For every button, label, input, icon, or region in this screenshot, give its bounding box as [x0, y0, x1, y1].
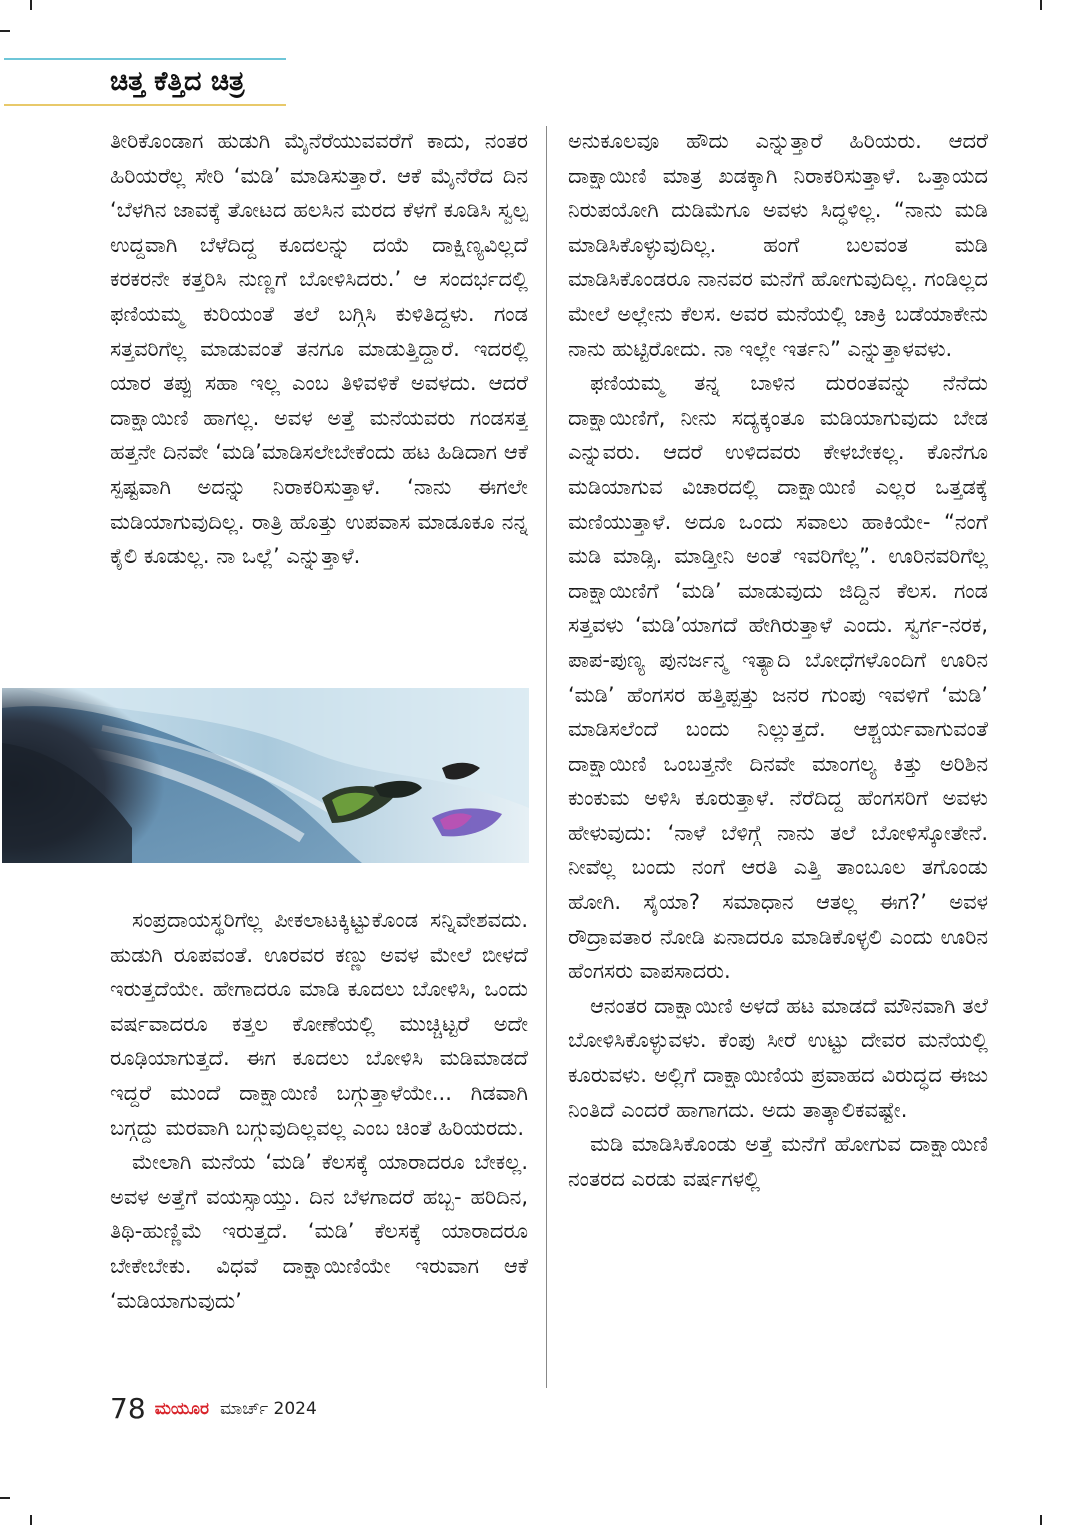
- left-column-bottom: [110, 903, 528, 1391]
- paragraph: ಆನಂತರ ದಾಕ್ಷಾಯಿಣಿ ಅಳದೆ ಹಟ ಮಾಡದೆ ಮೌನವಾಗಿ ತಲೆ ಬೋಳಿಸಿಕೊಳ್ಳುವಳು. ಕೆಂಪು ಸೀರೆ ಉಟ್ಟು ದೇವರ ಮನೆಯಲ್ಲಿ ಕೂರುವಳು. ಅಲ್ಲಿಗೆ ದಾಕ್ಷಾಯಿಣಿಯ ಪ್ರವಾಹದ ವಿರುದ್ಧದ ಈಜು ನಿಂತಿದೆ ಎಂದರೆ ಹಾಗಾಗದು. ಅದು ತಾತ್ಕಾಲಿಕವಷ್ಟೇ.: [568, 993, 988, 1122]
- crop-mark: [1040, 1515, 1042, 1525]
- column-divider: [546, 126, 547, 1388]
- left-column-top: [110, 124, 528, 672]
- right-column: [568, 124, 988, 1386]
- crop-mark: [30, 1515, 32, 1525]
- paragraph: ಸಂಪ್ರದಾಯಸ್ಥರಿಗೆಲ್ಲ ಪೀಕಲಾಟಕ್ಕಿಟ್ಟುಕೊಂಡ ಸನ್ನಿವೇಶವದು. ಹುಡುಗಿ ರೂಪವಂತೆ. ಊರವರ ಕಣ್ಣು ಅವಳ ಮೇಲೆ ಬೀಳದೆ ಇರುತ್ತದೆಯೇ. ಹೇಗಾದರೂ ಮಾಡಿ ಕೂದಲು ಬೋಳಿಸಿ, ಒಂದು ವರ್ಷವಾದರೂ ಕತ್ತಲ ಕೋಣೆಯಲ್ಲಿ ಮುಚ್ಚಿಟ್ಟರೆ ಅದೇ ರೂಢಿಯಾಗುತ್ತದೆ. ಈಗ ಕೂದಲು ಬೋಳಿಸಿ ಮಡಿಮಾಡದೆ ಇದ್ದರೆ ಮುಂದೆ ದಾಕ್ಷಾಯಿಣಿ ಬಗ್ಗುತ್ತಾಳೆಯೇ... ಗಿಡವಾಗಿ ಬಗ್ಗದ್ದು ಮರವಾಗಿ ಬಗ್ಗುವುದಿಲ್ಲವಲ್ಲ ಎಂಬ ಚಿಂತೆ ಹಿರಿಯರದು.: [110, 908, 528, 1140]
- issue-month: ಮಾರ್ಚ್ 2024: [220, 1398, 317, 1419]
- page-number: 78: [110, 1392, 146, 1425]
- paragraph: ತೀರಿಕೊಂಡಾಗ ಹುಡುಗಿ ಮೈನೆರೆಯುವವರೆಗೆ ಕಾದು, ನಂತರ ಹಿರಿಯರೆಲ್ಲ ಸೇರಿ ‘ಮಡಿ’ ಮಾಡಿಸುತ್ತಾರೆ. ಆಕೆ ಮೈನೆರೆದ ದಿನ ‘ಬೆಳಗಿನ ಜಾವಕ್ಕೆ ತೋಟದ ಹಲಸಿನ ಮರದ ಕೆಳಗೆ ಕೂಡಿಸಿ ಸ್ವಲ್ಪ ಉದ್ದವಾಗಿ ಬೆಳೆದಿದ್ದ ಕೂದಲನ್ನು ದಯೆ ದಾಕ್ಷಿಣ್ಯವಿಲ್ಲದೆ ಕರಕರನೇ ಕತ್ತರಿಸಿ ನುಣ್ಣಗೆ ಬೋಳಿಸಿದರು.’ ಆ ಸಂದರ್ಭದಲ್ಲಿ ಫಣಿಯಮ್ಮ ಕುರಿಯಂತೆ ತಲೆ ಬಗ್ಗಿಸಿ ಕುಳಿತಿದ್ದಳು. ಗಂಡ ಸತ್ತವರಿಗೆಲ್ಲ ಮಾಡುವಂತೆ ತನಗೂ ಮಾಡುತ್ತಿದ್ದಾರೆ. ಇದರಲ್ಲಿ ಯಾರ ತಪ್ಪು ಸಹಾ ಇಲ್ಲ ಎಂಬ ತಿಳಿವಳಿಕೆ ಅವಳದು. ಆದರೆ ದಾಕ್ಷಾಯಿಣಿ ಹಾಗಲ್ಲ. ಅವಳ ಅತ್ತೆ ಮನೆಯವರು ಗಂಡಸತ್ತ ಹತ್ತನೇ ದಿನವೇ ‘ಮಡಿ’ಮಾಡಿಸಲೇಬೇಕೆಂದು ಹಟ ಹಿಡಿದಾಗ ಆಕೆ ಸ್ಪಷ್ಟವಾಗಿ ಅದನ್ನು ನಿರಾಕರಿಸುತ್ತಾಳೆ. ‘ನಾನು ಈಗಲೇ ಮಡಿಯಾಗುವುದಿಲ್ಲ. ರಾತ್ರಿ ಹೊತ್ತು ಉಪವಾಸ ಮಾಡೂಕೂ ನನ್ನ ಕೈಲಿ ಕೂಡುಲ್ಲ. ನಾ ಒಲ್ಲೆ’ ಎನ್ನುತ್ತಾಳೆ.: [110, 129, 528, 569]
- crop-mark: [0, 30, 10, 32]
- header-rule-bottom: [4, 104, 286, 106]
- crop-mark: [0, 1497, 10, 1499]
- paragraph: ಮೇಲಾಗಿ ಮನೆಯ ‘ಮಡಿ’ ಕೆಲಸಕ್ಕೆ ಯಾರಾದರೂ ಬೇಕಲ್ಲ. ಅವಳ ಅತ್ತೆಗೆ ವಯಸ್ಸಾಯ್ತು. ದಿನ ಬೆಳಗಾದರೆ ಹಬ್ಬ- ಹರಿದಿನ, ತಿಥಿ-ಹುಣ್ಣಿಮೆ ಇರುತ್ತದೆ. ‘ಮಡಿ’ ಕೆಲಸಕ್ಕೆ ಯಾರಾದರೂ ಬೇಕೇಬೇಕು. ವಿಧವೆ ದಾಕ್ಷಾಯಿಣಿಯೇ ಇರುವಾಗ ಆಕೆ ‘ಮಡಿಯಾಗುವುದು’: [110, 1150, 528, 1313]
- magazine-name: ಮಯೂರ: [154, 1398, 209, 1419]
- crop-mark: [30, 0, 32, 10]
- page-footer: [110, 1392, 317, 1428]
- paragraph: ಫಣಿಯಮ್ಮ ತನ್ನ ಬಾಳಿನ ದುರಂತವನ್ನು ನೆನೆದು ದಾಕ್ಷಾಯಿಣಿಗೆ, ನೀನು ಸದ್ಯಕ್ಕಂತೂ ಮಡಿಯಾಗುವುದು ಬೇಡ ಎನ್ನುವರು. ಆದರೆ ಉಳಿದವರು ಕೇಳಬೇಕಲ್ಲ. ಕೊನೆಗೂ ಮಡಿಯಾಗುವ ವಿಚಾರದಲ್ಲಿ ದಾಕ್ಷಾಯಿಣಿ ಎಲ್ಲರ ಒತ್ತಡಕ್ಕೆ ಮಣಿಯುತ್ತಾಳೆ. ಅದೂ ಒಂದು ಸವಾಲು ಹಾಕಿಯೇ- “ನಂಗೆ ಮಡಿ ಮಾಡ್ಸಿ. ಮಾಡ್ತೀನಿ ಅಂತೆ ಇವರಿಗೆಲ್ಲ”. ಊರಿನವರಿಗೆಲ್ಲ ದಾಕ್ಷಾಯಿಣಿಗೆ ‘ಮಡಿ’ ಮಾಡುವುದು ಜಿದ್ದಿನ ಕೆಲಸ. ಗಂಡ ಸತ್ತವಳು ‘ಮಡಿ’ಯಾಗದೆ ಹೇಗಿರುತ್ತಾಳೆ ಎಂದು. ಸ್ವರ್ಗ-ನರಕ, ಪಾಪ-ಪುಣ್ಯ ಪುನರ್ಜನ್ಮ ಇತ್ಯಾದಿ ಬೋಧೆಗಳೊಂದಿಗೆ ಊರಿನ ‘ಮಡಿ’ ಹೆಂಗಸರ ಹತ್ತಿಪ್ಪತ್ತು ಜನರ ಗುಂಪು ಇವಳಿಗೆ ‘ಮಡಿ’ ಮಾಡಿಸಲೆಂದೆ ಬಂದು ನಿಲ್ಲುತ್ತದೆ. ಆಶ್ಚರ್ಯವಾಗುವಂತೆ ದಾಕ್ಷಾಯಿಣಿ ಒಂಬತ್ತನೇ ದಿನವೇ ಮಾಂಗಲ್ಯ ಕಿತ್ತು ಅರಿಶಿನ ಕುಂಕುಮ ಅಳಿಸಿ ಕೂರುತ್ತಾಳೆ. ನೆರೆದಿದ್ದ ಹೆಂಗಸರಿಗೆ ಅವಳು ಹೇಳುವುದು: ‘ನಾಳೆ ಬೆಳಿಗ್ಗೆ ನಾನು ತಲೆ ಬೋಳಿಸ್ಕೋತೇನೆ. ನೀವೆಲ್ಲ ಬಂದು ನಂಗೆ ಆರತಿ ಎತ್ತಿ ತಾಂಬೂಲ ತಗೊಂಡು ಹೋಗಿ. ಸೈಯಾ? ಸಮಾಧಾನ ಆತಲ್ಲ ಈಗ?’ ಅವಳ ರೌದ್ರಾವತಾರ ನೋಡಿ ಏನಾದರೂ ಮಾಡಿಕೊಳ್ಳಲಿ ಎಂದು ಊರಿನ ಹೆಂಗಸರು ವಾಪಸಾದರು.: [568, 371, 988, 984]
- paragraph: ಅನುಕೂಲವೂ ಹೌದು ಎನ್ನುತ್ತಾರೆ ಹಿರಿಯರು. ಆದರೆ ದಾಕ್ಷಾಯಿಣಿ ಮಾತ್ರ ಖಡಕ್ಕಾಗಿ ನಿರಾಕರಿಸುತ್ತಾಳೆ. ಒತ್ತಾಯದ ನಿರುಪಯೋಗಿ ದುಡಿಮೆಗೂ ಅವಳು ಸಿದ್ಧಳಿಲ್ಲ. “ನಾನು ಮಡಿ ಮಾಡಿಸಿಕೊಳ್ಳುವುದಿಲ್ಲ. ಹಂಗೆ ಬಲವಂತ ಮಡಿ ಮಾಡಿಸಿಕೊಂಡರೂ ನಾನವರ ಮನೆಗೆ ಹೋಗುವುದಿಲ್ಲ. ಗಂಡಿಲ್ಲದ ಮೇಲೆ ಅಲ್ಲೇನು ಕೆಲಸ. ಅವರ ಮನೆಯಲ್ಲಿ ಚಾಕ್ರಿ ಬಡೆಯಾಕೇನು ನಾನು ಹುಟ್ಟಿರೋದು. ನಾ ಇಲ್ಲೇ ಇರ್ತನಿ” ಎನ್ನುತ್ತಾಳವಳು.: [568, 129, 988, 361]
- header-rule-top: [4, 58, 286, 60]
- illustration: [2, 688, 529, 863]
- crop-mark: [1040, 0, 1042, 10]
- section-header: [4, 58, 286, 108]
- section-title: ಚಿತ್ತ ಕೆತ್ತಿದ ಚಿತ್ರ: [110, 66, 245, 97]
- paragraph: ಮಡಿ ಮಾಡಿಸಿಕೊಂಡು ಅತ್ತೆ ಮನೆಗೆ ಹೋಗುವ ದಾಕ್ಷಾಯಿಣಿ ನಂತರದ ಎರಡು ವರ್ಷಗಳಲ್ಲಿ: [568, 1132, 988, 1191]
